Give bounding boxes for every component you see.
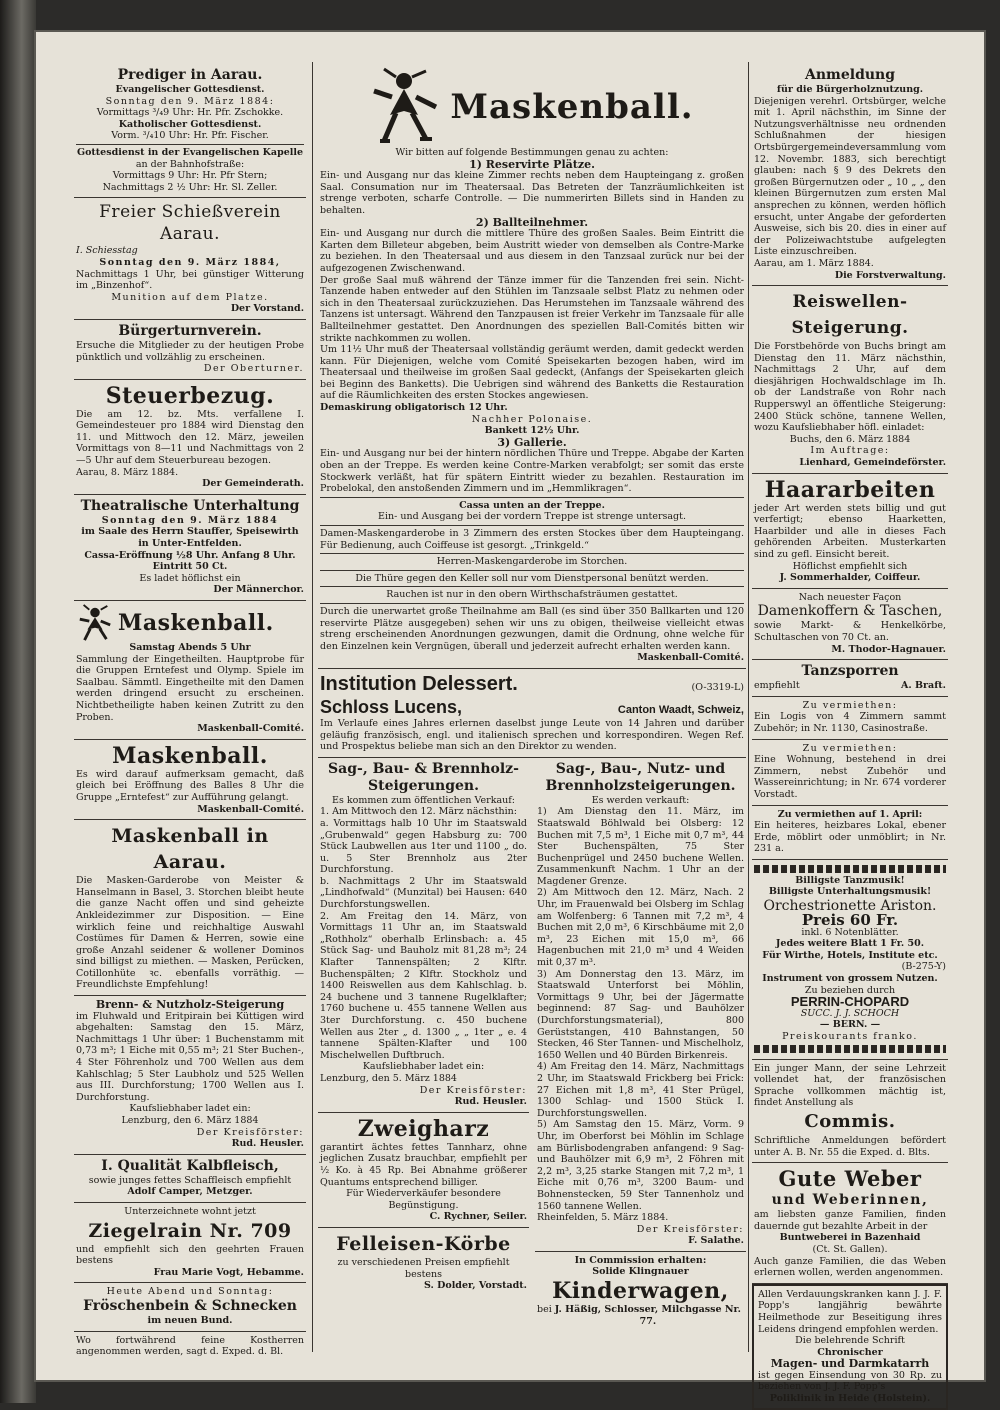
ad-text: Sammlung der Eingetheilten. Hauptprobe für die Gruppen Erntefest und Olymp. Spiele im Saalbau. Sämmtl. Eingetheilte mit den Damen werden dringend ersucht zu erscheinen. Nichtbetheiligte haben keinen Zutritt zu den Proben. — [76, 653, 304, 723]
ad-text: Demaskirung obligatorisch 12 Uhr. — [320, 402, 508, 414]
ad-signature: Der Gemeinderath. — [202, 478, 304, 490]
column-left — [74, 28, 306, 1362]
ad-signature: Lienhard, Gemeindeförster. — [799, 457, 946, 469]
ad-theatralische-unterhaltung — [74, 495, 306, 601]
ad-text: Ersuche die Mitglieder zu der heutigen Probe pünktlich und vollzählig zu erscheinen. — [76, 339, 304, 363]
ad-text: Preiskourants franko. — [782, 1031, 918, 1042]
ad-title: Ziegelrain Nr. 709 — [88, 1219, 292, 1242]
ad-text: Bankett 12½ Uhr. — [484, 425, 580, 437]
ad-title: Kinderwagen, — [552, 1278, 729, 1305]
ad-text: Der Kreisförster: — [636, 1223, 744, 1235]
ad-text: Billigste Tanzmusik! — [795, 874, 905, 886]
ad-signature: Adolf Camper, Metzger. — [127, 1186, 253, 1198]
ad-text: Jedes weitere Blatt 1 Fr. 50. — [775, 938, 925, 950]
ad-text: — BERN. — — [819, 1019, 881, 1031]
ad-text: Cassa-Eröffnung ½8 Uhr. Anfang 8 Uhr. — [84, 549, 296, 561]
ad-text: jeder Art werden stets billig und gut verfertigt; ebenso Haarketten, Haarbilder und alle in dieses Fach gehörenden Arbeiten. Musterkarten sind zu gefl. Einsicht bereit. — [754, 502, 946, 560]
ad-text: Vormittags ³/₄9 Uhr: Hr. Pfr. Zschokke. — [96, 107, 284, 119]
ad-title: Brenn- & Nutzholz-Steigerung — [95, 998, 285, 1012]
ad-date: Aarau, 8. März 1884. — [76, 466, 179, 478]
ad-maskenball-2 — [74, 740, 306, 820]
ad-text: Ein- und Ausgang nur bei der hintern nördlichen Thüre und Treppe. Abgabe der Karten oben an der Treppe. Es werden keine Contre-Marken verabfolgt; ser somit das erste Stockwerk verläßt, hat für spätern Eintritt wieder zu bezahlen. Restauration im Probelokal, den anstoßenden Zimmern und im „Hemmlikragen“. — [320, 448, 744, 495]
ad-brennholz-steigerung — [74, 996, 306, 1155]
ad-sag-bau-brennholz — [318, 758, 529, 1113]
ad-text: SUCC. J. J. SCHOCH — [800, 1007, 900, 1019]
ad-title: Bürgerturnverein. — [118, 322, 262, 339]
ad-title: Haararbeiten — [764, 476, 936, 503]
ad-text: Ein- und Ausgang nur das kleine Zimmer rechts neben dem Haupteingang z. großen Saal. Consumation nur im Theatersaal. Das Betreten der Tanzräumlichkeiten ist strenge verboten, scharfe Controlle. — Die nummerirten Billets sind in Handen zu behalten. — [320, 170, 744, 216]
jester-icon — [76, 604, 114, 642]
ad-gute-weber — [752, 1163, 948, 1284]
ad-text: Unterzeichnete wohnt jetzt — [124, 1205, 256, 1217]
ad-title: Orchestrionette Ariston. — [763, 898, 937, 915]
ad-date: Buchs, den 6. März 1884 — [789, 433, 911, 445]
ad-text: Ein- und Ausgang bei der vordern Treppe ist strenge untersagt. — [378, 511, 686, 523]
ad-text: Um 11½ Uhr muß der Theatersaal vollständig geräumt werden, damit gedeckt werden kann. Für Diejenigen, welche vom Comité Speisekarten bezogen haben, wird im Theatersaal und theilweise im großen Saal gedeckt, (Anfangs der Speisekarten gleich bei Beginn des Banketts). Die Uebrigen sind während des Banketts die Restauration auf die Räumlichkeiten des ersten Stockes angewiesen. — [320, 344, 744, 402]
ad-code: (B-275-Y) — [901, 961, 946, 973]
ad-anmeldung — [752, 64, 948, 286]
ad-text: Die belehrende Schrift — [795, 1335, 905, 1347]
column-rule — [748, 62, 749, 1352]
scan-binding-edge — [0, 0, 36, 1403]
ad-subtitle: I. Schiesstag — [76, 245, 138, 257]
ad-text: Munition auf dem Platze. — [111, 291, 269, 303]
ad-title: Institution Delessert. — [320, 672, 518, 695]
ad-title: Felleisen-Körbe — [336, 1232, 511, 1255]
chain-border — [754, 865, 946, 873]
ad-text: Damen-Maskengarderobe in 3 Zimmern des ersten Stockes über dem Haupteingang. Für Bedienung, auch Coiffeuse ist gesorgt. „Trinkgeld.“ — [320, 528, 744, 551]
ad-subtitle: Schloss Lucens, — [320, 696, 463, 717]
ad-text: zu verschiedenen Preisen empfiehlt bestens — [337, 1256, 510, 1280]
ad-title: Tanzsporren — [801, 663, 899, 680]
ad-text: Die Thüre gegen den Keller soll nur vom Dienstpersonal benützt werden. — [355, 572, 709, 584]
ad-text: und empfiehlt sich den geehrten Frauen bestens — [76, 1243, 304, 1267]
ad-text: im neuen Bund. — [147, 1314, 233, 1326]
ad-text: im Saale des Herrn Stauffer, Speisewirth in Unter-Entfelden. — [81, 526, 299, 550]
ad-signature: Frau Marie Vogt, Hebamme. — [153, 1266, 304, 1278]
ad-text: Für Wirthe, Hotels, Institute etc. — [762, 949, 938, 961]
ad-maskenball-main — [318, 64, 746, 669]
ad-text: Eine Wohnung, bestehend in drei Zimmern, nebst Zubehör und Wassereinrichtung; in Nr. 674 vorderer Vorstadt. — [754, 754, 946, 800]
ad-signature: C. Rychner, Seiler. — [429, 1211, 527, 1223]
ad-maskenball-1 — [74, 601, 306, 740]
jester-icon — [370, 67, 440, 147]
ad-text: Der Kreisförster: — [196, 1126, 304, 1138]
ad-text: 3) Am Donnerstag den 13. März, im Staatswald Unterforst bei Möhlin, Vormittags 9 Uhr, bei der Jägermatte beginnend: 87 Sag- und Bauhölzer (Durchforstungsmaterial), 800 Gerüststangen, 410 Bahnstangen, 50 Stecken, 46 Ster Tannen- und Mischelholz, 1650 Wellen und 40 Bürden Birkenreis. — [537, 968, 744, 1061]
ad-text: Nachmittags 2 ½ Uhr: Hr. Sl. Zeller. — [102, 181, 278, 193]
ad-subtitle: Katholischer Gottesdienst. — [118, 118, 262, 130]
ad-text: Nachher Polonaise. — [471, 413, 593, 425]
ad-heading: 1) Reservirte Plätze. — [469, 157, 595, 171]
ad-title: Commis. — [804, 1110, 896, 1132]
ad-text: Herren-Maskengarderobe im Storchen. — [436, 556, 628, 568]
ad-text: sowie junges fettes Schaffleisch empfiehlt — [88, 1174, 292, 1186]
ad-text: Nach neuester Façon — [798, 591, 902, 603]
ad-signature: Der Vorstand. — [230, 303, 304, 315]
ad-date: Samstag Abends 5 Uhr — [129, 642, 251, 653]
ad-title: Freier Schießverein Aarau. — [99, 202, 281, 245]
ad-froeschenbein — [74, 1283, 306, 1331]
ad-tanzsporren — [752, 660, 948, 697]
ad-signature: Der Männerchor. — [213, 584, 304, 596]
ad-text: Die Masken-Garderobe von Meister & Hanselmann in Basel, 3. Storchen bleibt heute die ganze Nacht offen und sind geheizte Ankleidezimmer zur Disposition. — Eine wirklich feine und reichhaltige Auswahl Costümes für Damen & Herren, sowie eine große Anzahl seidener & wollener Dominos sind billigst zu miethen. — Masken, Perücken, Cotillonhüte ꝛc. ebenfalls vorräthig. — Freundlichste Empfehlung! — [76, 875, 304, 991]
ad-damenkoffern — [752, 589, 948, 660]
ad-heading: 3) Gallerie. — [497, 435, 567, 449]
ad-title: Damenkoffern & Taschen, — [757, 603, 943, 620]
ad-title: Maskenball in Aarau. — [111, 825, 269, 874]
ad-felleisen-koerbe — [318, 1228, 529, 1296]
ad-sag-bau-nutz — [535, 758, 746, 1252]
ad-maskenball-aarau — [74, 820, 306, 996]
ad-title: Maskenball. — [112, 742, 268, 769]
ad-text: im Fluhwald und Eritpirain bei Küttigen wird abgehalten: Samstag den 15. März, Nachmittags 1 Uhr über: 1 Buchenstamm mit 0,73 m³; 1 Eiche mit 0,55 m³; 21 Ster Buchen-, 4 Ster Föhrenholz und 700 Wellen aus dem Kahlschlag; 5 Ster Laubholz und 525 Wellen aus III. Durchforstung; 1700 Wellen aus I. Durchforstung. — [76, 1010, 304, 1103]
ad-text: Wir bitten auf folgende Bestimmungen genau zu achten: — [395, 147, 669, 158]
ad-heading: 2) Ballteilnehmer. — [475, 215, 589, 229]
ad-signature: J. Sommerhalder, Coiffeur. — [779, 572, 921, 584]
ad-kostherren — [74, 1332, 306, 1362]
ad-text: Es wird darauf aufmerksam gemacht, daß gleich bei Eröffnung des Balles 8 Uhr die Gruppe „Erntefest“ zur Aufführung gelangt. — [76, 768, 304, 803]
ad-title: Maskenball. — [118, 610, 274, 636]
ad-text: Höflichst empfiehlt sich — [792, 560, 908, 572]
ad-price: Preis 60 Fr. — [801, 911, 899, 930]
ad-text: 5) Am Samstag den 15. März, Vorm. 9 Uhr, im Oberforst bei Möhlin im Schlage am Bürlisbodengraben anfangend: 9 Sag- und Bauhölzer mit 6,9 m³, 2 Föhren mit 2,2 m³, 3,25 starke Stangen mit 7,2 m³, 1 Eiche mit 0,76 m³, 3200 Baum- und Bohnenstecken, 59 Ster Tannenholz und 1560 tannene Wellen. — [537, 1119, 744, 1212]
ad-signature: Maskenball-Comité. — [197, 723, 304, 735]
ad-firm: PERRIN-CHOPARD — [790, 994, 910, 1010]
ad-zu-vermiethen-1 — [752, 697, 948, 740]
ad-code: (O-3319-L) — [691, 681, 744, 693]
ad-text: Heute Abend und Sonntag: — [106, 1286, 274, 1298]
ad-title: Steuerbezug. — [105, 382, 275, 409]
ad-ziegelrain — [74, 1203, 306, 1283]
ad-text: Im Auftrage: — [810, 445, 890, 457]
column-right — [752, 28, 948, 1410]
ad-text: (Ct. St. Gallen). — [812, 1243, 888, 1255]
ad-orchestrionette — [752, 860, 948, 1060]
ad-text: Wo fortwährend feine Kostherren angenommen werden, sagt d. Exped. d. Bl. — [76, 1334, 304, 1358]
ad-haararbeiten — [752, 474, 948, 589]
ad-signature: Die Forstverwaltung. — [834, 269, 946, 281]
ad-title: Fröschenbein & Schnecken — [83, 1297, 297, 1314]
ad-text: inkl. 6 Notenblätter. — [801, 926, 899, 938]
ad-subtitle: Gottesdienst in der Evangelischen Kapelle — [76, 146, 304, 158]
ad-firm: Buntweberei in Bazenhaid — [779, 1232, 921, 1244]
ad-title: Gute Weber — [778, 1166, 922, 1192]
chain-border — [754, 1045, 946, 1053]
ad-text: Der Kreisförster: — [419, 1084, 527, 1096]
ad-zu-vermiethen-2 — [752, 740, 948, 806]
ad-text: Ein Logis von 4 Zimmern sammt Zubehör; in Nr. 1130, Casinostraße. — [754, 711, 946, 734]
ad-signature: M. Thodor-Hagnauer. — [831, 643, 946, 655]
ad-text: Eintritt 50 Ct. — [152, 561, 228, 573]
ad-text: Die Forstbehörde von Buchs bringt am Dienstag den 11. März nächsthin, Nachmittags 2 Uhr, auf dem diesjährigen Hochwaldschlage im Ih. ob der Landstraße von Rohr nach Rupperswyl an öffentliche Steigerung: 2400 Stück schöne, tannene Wellen, wozu Kaufsliebhaber höfl. einladet: — [754, 341, 946, 434]
ad-text: 2) Am Mittwoch den 12. März, Nach. 2 Uhr, im Frauenwald bei Olsberg im Schlag am Wolfenberg: 6 Tannen mit 7,2 m³, 4 Buchen mit 2,0 m³, 6 Kirschbäume mit 2,0 m³, 23 Eichen mit 15,0 m³, 66 Hagenbuchen mit 21,0 m³ und 4 Weiden mit 0,37 m³. — [537, 887, 744, 969]
ad-signature: Rud. Heusler. — [454, 1096, 527, 1108]
ad-signature: Poliklinik in Heide (Holstein). — [769, 1393, 931, 1405]
ad-text: Zu beziehen durch — [804, 984, 896, 996]
ad-date: Rheinfelden, 5. März 1884. — [537, 1212, 669, 1224]
ad-subtitle: für die Bürgerholznutzung. — [776, 84, 924, 95]
ad-commis — [752, 1060, 948, 1164]
ad-signature: F. Salathe. — [688, 1235, 744, 1247]
ad-text: 4) Am Freitag den 14. März, Nachmittags 2 Uhr, im Staatswald Frickberg bei Frick: 27 Eichen mit 1,8 m³, 41 Ster Prügel, 1300 Schlag- und 1500 Stück I. Durchforstungswellen. — [537, 1061, 744, 1119]
ad-date: Sonntag den 9. März 1884 — [101, 514, 279, 526]
ad-text: Es werden verkauft: — [591, 794, 690, 806]
ad-text: Ein junger Mann, der seine Lehrzeit vollendet hat, der französischen Sprache vollkommen mächtig ist, findet Anstellung als — [754, 1062, 946, 1109]
ad-text: Ein- und Ausgang nur durch die mittlere Thüre des großen Saales. Beim Eintritt die Karten dem Billeteur abgeben, beim Austritt wieder von demselben als Contre-Marke zu beziehen. In den Theatersaal und aus diesem in den Tanzsaal zurück nur bei der aufgezogenen Zwischenwand. — [320, 228, 744, 274]
ad-title: Sag-, Bau-, Nutz- und Brennholzsteigerungen. — [545, 760, 736, 794]
ad-text: a. Vormittags halb 10 Uhr im Staatswald „Grubenwald“ gegen Habsburg zu: 700 Stück Laubwellen aus 1ter und 1100 „ do. u. 5 Ster Brennholz aus 2ter Durchforstung. — [320, 817, 527, 876]
ad-popp-poliklinik — [752, 1284, 948, 1410]
ad-text: Nachmittags 1 Uhr, bei günstiger Witterung im „Binzenhof“. — [76, 268, 304, 292]
ad-text: Durch die unerwartet große Theilnahme am Ball (es sind über 350 Ballkarten und 120 reservirte Plätze ausgegeben) sehen wir uns zu obigen, theilweise vielleicht etwas streng erscheinenden Anordnungen gezwungen, damit die Ordnung, ohne welche für den Einzelnen kein Vergnügen, überall und jederzeit aufrecht erhalten werden kann. — [320, 605, 744, 652]
ad-text: Ein heiteres, heizbares Lokal, ebener Erde, möblirt oder unmöblirt; in Nr. 231 a. — [754, 820, 946, 855]
ad-text: Solide Klingnauer — [592, 1266, 689, 1278]
ad-title: Maskenball. — [450, 87, 694, 127]
ad-text: empfiehlt — [754, 680, 800, 692]
ad-text: Es ladet höflichst ein — [139, 572, 241, 584]
ad-text: sowie Markt- & Henkelkörbe, Schultaschen von 70 Ct. an. — [754, 620, 946, 643]
ad-title: Prediger in Aarau. — [117, 67, 263, 83]
ad-title: Reiswellen-Steigerung. — [791, 292, 909, 339]
ad-text: Vorm. ³/₄10 Uhr: Hr. Pfr. Fischer. — [111, 130, 269, 142]
ad-text: Kaufsliebhaber ladet ein: — [362, 1061, 485, 1073]
ad-text: Vormittags 9 Uhr: Hr. Pfr Stern; — [112, 170, 268, 182]
ad-title: Theatralische Unterhaltung — [80, 497, 300, 514]
ad-text: garantirt ächtes fettes Tannharz, ohne jeglichen Zusatz brauchbar, empfiehlt per ½ Ko. à 45 Rp. Bei Abnahme größerer Quantums entsprechend billiger. — [320, 1141, 527, 1188]
ad-kalbfleisch — [74, 1155, 306, 1203]
ad-text: 2. Am Freitag den 14. März, von Vormittags 11 Uhr an, im Staatswald „Rothholz“ oberhalb Erlinsbach: a. 45 Stück Sag- und Bauholz mit 81,28 m³; 24 Klafter Tannenspälten; 2 Klftr. Buchenspälten; 2 Klftr. Stockholz und 1400 Reiswellen aus dem Kahlschlag. b. 24 buchene und 3 tannene Rugelklafter; 1760 buchene u. 455 tannene Wellen aus 3ter Durchforstung. c. 450 buchene Wellen aus 2ter „ d. 1300 „ „ 1ter „ e. 4 tannene Spälten-Klafter und 100 Mischelwellen Duftbruch. — [320, 910, 527, 1061]
ad-text: Instrument von grossem Nutzen. — [762, 973, 938, 985]
ad-steuerbezug — [74, 380, 306, 495]
ad-signature: Rud. Heusler. — [231, 1138, 304, 1150]
ad-text: b. Nachmittags 2 Uhr im Staatswald „Lindhofwald“ (Munzital) bei Hausen: 640 Durchforstungswellen. — [320, 875, 527, 911]
ad-text: Rauchen ist nur in den obern Wirthschafsträumen gestattet. — [386, 589, 678, 601]
ad-text: 1. Am Mittwoch den 12. März nächsthin: — [320, 806, 517, 818]
ad-text: ist gegen Einsendung von 30 Rp. zu beziehen von J. J. F. Popp's — [758, 1369, 942, 1393]
ad-title: Sag-, Bau- & Brennholz-Steigerungen. — [328, 760, 519, 794]
ad-text: bei — [537, 1304, 552, 1316]
ad-text: Für Wiederverkäufer besondere Begünstigung. — [346, 1188, 501, 1211]
ad-title: Magen- und Darmkatarrh — [770, 1357, 930, 1371]
ad-date: Lenzburg, den 5. März 1884 — [320, 1072, 457, 1084]
ad-date: Sonntag den 9. März 1884, — [99, 256, 281, 268]
ad-text: Allen Verdauungskranken kann J. J. F. Popp's langjährig bewährte Heilmethode zur Beseitigung ihres Leidens dringend empfohlen werden. — [758, 1288, 942, 1335]
ad-title: Anmeldung — [804, 67, 895, 83]
column-middle — [318, 28, 746, 1331]
ad-text: an der Bahnhofstraße: — [135, 158, 245, 170]
ad-date: Lenzburg, den 6. März 1884 — [121, 1115, 259, 1126]
two-column-block — [318, 758, 746, 1332]
ad-text: Billigste Unterhaltungsmusik! — [768, 886, 932, 898]
ad-institution-delessert — [318, 669, 746, 758]
ad-text: Kaufsliebhaber ladet ein: — [129, 1103, 251, 1115]
ad-zu-vermiethen-3 — [752, 806, 948, 860]
ad-zweigharz — [318, 1113, 529, 1228]
ad-date: Sonntag den 9. März 1884: — [105, 95, 275, 107]
ad-text: Auch ganze Familien, die das Weben erlernen wollen, werden angenommen. — [754, 1255, 946, 1279]
ad-subtitle: Evangelischer Gottesdienst. — [115, 84, 265, 95]
ad-subtitle: und Weberinnen, — [771, 1192, 929, 1209]
ad-text: Schriftliche Anmeldungen befördert unter A. B. Nr. 55 die Exped. d. Blts. — [754, 1134, 946, 1158]
column-rule — [312, 62, 313, 1352]
ad-text: Im Verlaufe eines Jahres erlernen daselbst junge Leute von 14 Jahren und darüber geläufig französisch, engl. und italienisch sprechen und korrespondiren. Wegen Ref. und Prospektus beliebe man sich an den Direktor zu wenden. — [320, 717, 744, 753]
ad-text: Die am 12. bz. Mts. verfallene I. Gemeindesteuer pro 1884 wird Dienstag den 11. und Mittwoch den 12. März, jeweilen Vormittags von 8—11 und Nachmittags von 2—5 Uhr auf dem Steuerbureau bezogen. — [76, 408, 304, 467]
ad-text: Es kommen zum öffentlichen Verkauf: — [332, 794, 515, 806]
ad-kinderwagen — [535, 1252, 746, 1331]
ad-date: Aarau, am 1. März 1884. — [754, 257, 874, 269]
ad-signature: Maskenball-Comité. — [637, 652, 744, 664]
ad-title: Chronischer — [817, 1346, 883, 1358]
ad-title: Zu vermiethen: — [802, 742, 898, 754]
ad-heading: In Commission erhalten: — [574, 1254, 707, 1266]
ad-signature: S. Dolder, Vorstadt. — [423, 1280, 527, 1292]
ad-title: Zu vermiethen: — [802, 699, 898, 711]
ad-subtitle: Canton Waadt, Schweiz, — [617, 703, 744, 716]
ad-title: I. Qualität Kalbfleisch, — [101, 1157, 279, 1174]
ad-reiswellen — [752, 286, 948, 474]
ad-title: Zweigharz — [357, 1115, 490, 1142]
ad-buergerturnverein — [74, 320, 306, 380]
ad-text: 1) Am Dienstag den 11. März, im Staatswald Böhlwald bei Olsberg: 12 Buchen mit 7,5 m³, 1 Eiche mit 0,7 m³, 44 Ster Buchenspälten, 75 Ster Buchenprügel und 2450 buchene Wellen. Zusammenkunft Nachm. 1 Uhr an der Magdener Grenze. — [537, 806, 744, 887]
ad-prediger — [74, 64, 306, 198]
ad-text: am liebsten ganze Familien, finden dauernde gut bezahlte Arbeit in der — [754, 1209, 946, 1232]
ad-title: Zu vermiethen auf 1. April: — [777, 808, 923, 820]
ad-text: Cassa unten an der Treppe. — [459, 499, 605, 511]
ad-schiessverein — [74, 198, 306, 320]
ad-text: Der große Saal muß während der Tänze immer für die Tanzenden frei sein. Nicht-Tanzende haben entweder auf den Stühlen im Tanzsaale selbst Platz zu nehmen oder sich in den Theatersaal zurückzuziehen. Das Herumstehen im Tanzsaale während des Tanzens ist untersagt. Während den Tanzpausen ist freier Verkehr im Tanzsaale für alle Ballteilnehmer gestattet. Den Anordnungen des speziellen Ball-Comités bitten wir strikte nachkommen zu wollen. — [320, 274, 744, 344]
ad-text: Diejenigen verehrl. Ortsbürger, welche mit 1. April nächsthin, im Sinne der Nutzungsverhältnisse neu ordnenden Schlußnahmen der hiesigen Ortsbürgergemeindeversammlung vom 12. Novembr. 1883, sich berechtigt glauben: nach § 9 des Dekrets den großen Bürgernutzen oder „ 10 „ „ den kleinen Bürgernutzen zum ersten Mal ansprechen zu können, werden höflich ersucht, unter Angabe der geforderten Ausweise, sich bis 20. dies in einer auf der Polizeiwachtstube aufgelegten Liste einzuschreiben. — [754, 95, 946, 258]
ad-signature: A. Braft. — [901, 680, 946, 692]
ad-signature: Maskenball-Comité. — [197, 803, 304, 815]
ad-signature: J. Häßig, Schlosser, Milchgasse Nr. 77. — [554, 1304, 741, 1327]
ad-signature: Der Oberturner. — [203, 363, 304, 375]
